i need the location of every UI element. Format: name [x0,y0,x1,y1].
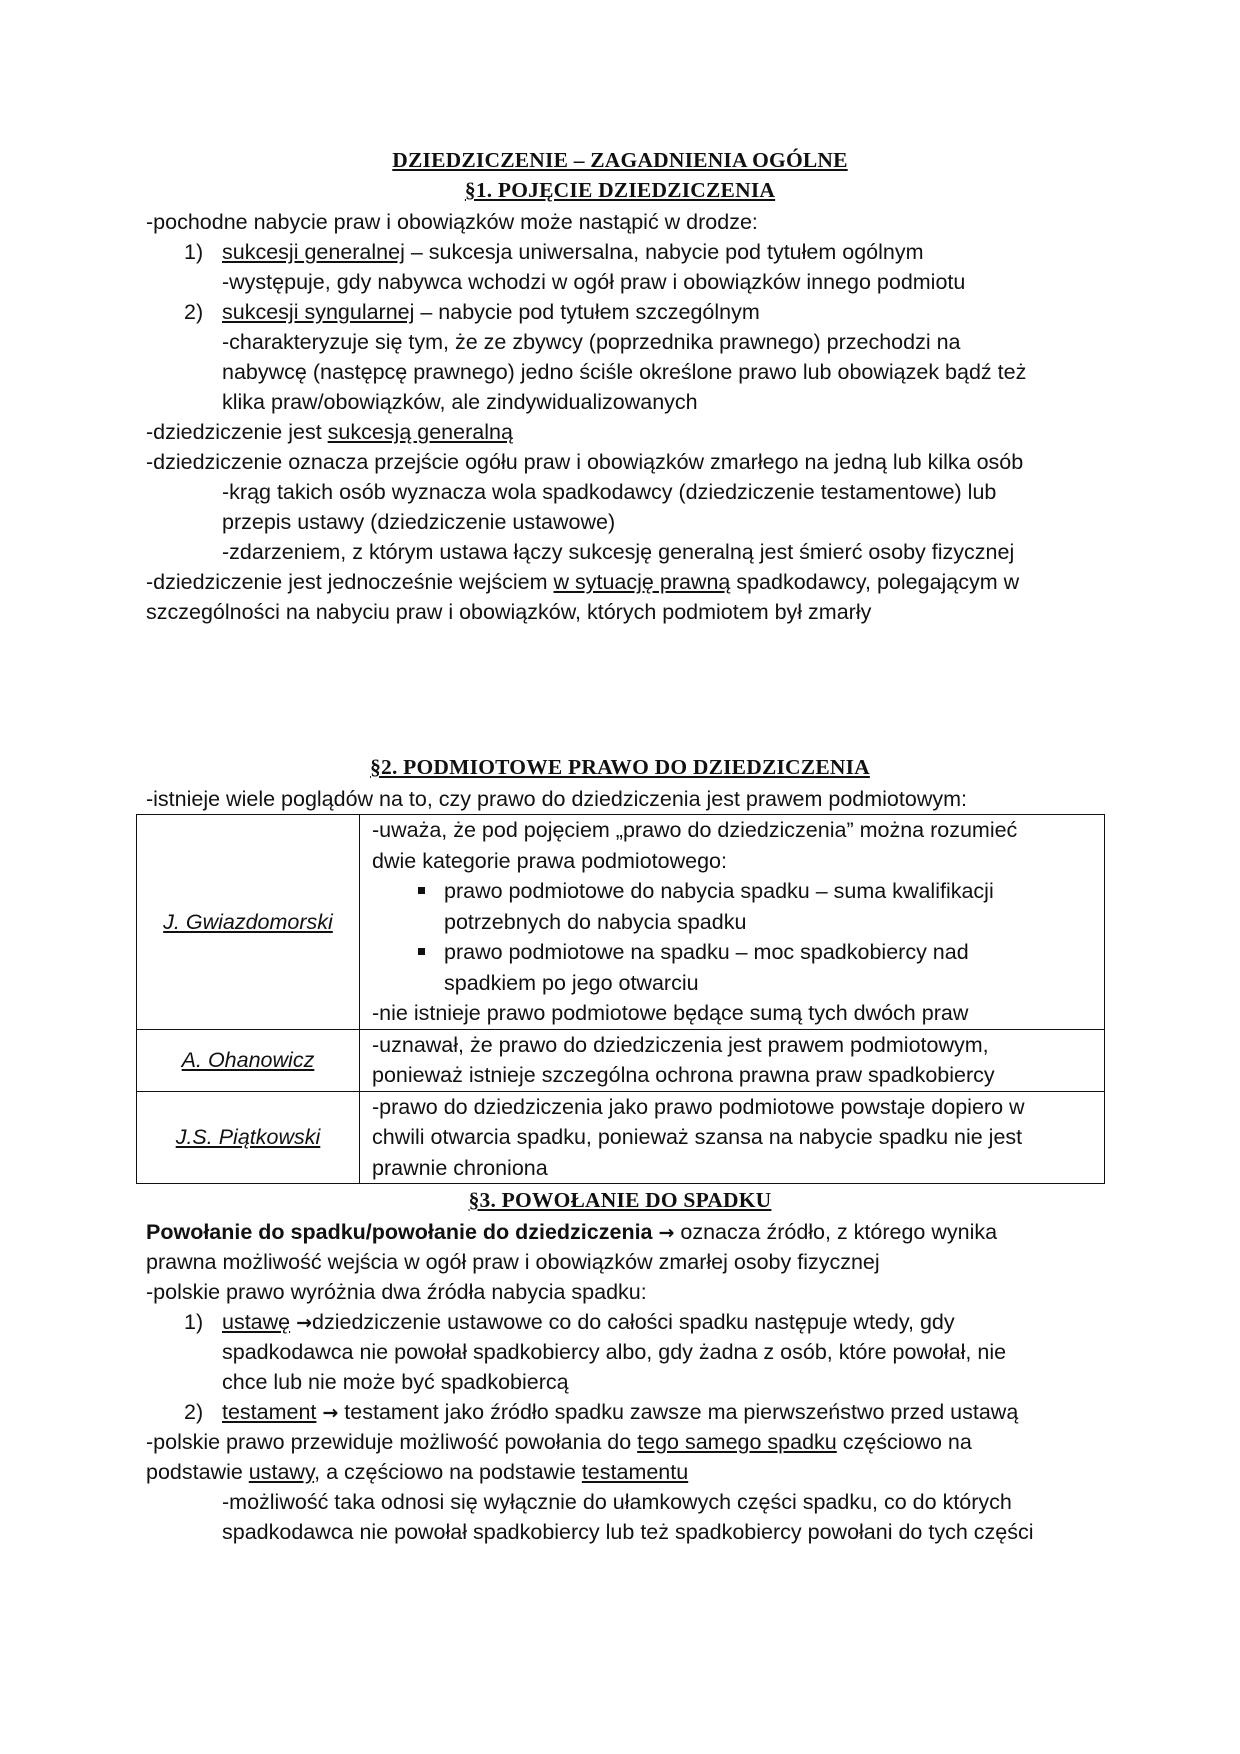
s3-line-mozliwosc-1: -możliwość taka odnosi się wyłącznie do ułamkowych części spadku, co do których [222,1490,1012,1514]
bullet-item [372,937,1104,998]
arrow-right-icon: → [296,1312,313,1334]
view-cell [360,1091,1105,1184]
term: sukcesji syngularnej [222,300,415,324]
square-bullet-icon [418,887,425,894]
text: podstawie [146,1460,249,1484]
views-table [136,814,1105,1184]
term: ustawy [248,1460,315,1484]
s1-item-2-sub-1: -charakteryzuje się tym, że ze zbywcy (poprzednika prawnego) przechodzi na [222,330,961,354]
s3-line-powolanie [146,1427,972,1457]
view-cell [360,1029,1105,1091]
s1-item-2-sub-2: nabywcę (następcę prawnego) jedno ściśle określone prawo lub obowiązek bądź też [222,360,1027,384]
view-line: -uznawał, że prawo do dziedziczenia jest prawem podmiotowym, [372,1032,989,1057]
arrow-right-icon: → [322,1402,339,1424]
s3-line-podstawa [146,1457,688,1487]
term: ustawę [222,1310,291,1334]
s1-item-2 [184,297,760,327]
s1-line-szczegolnosci: szczególności na nabyciu praw i obowiązków, których podmiotem był zmarły [146,600,872,624]
s3-item-2 [184,1397,1018,1428]
list-number: 1) [184,240,204,264]
s3-definition-2: prawna możliwość wejścia w ogół praw i obowiązków zmarłej osoby fizycznej [146,1250,880,1274]
bullet-text: potrzebnych do nabycia spadku [444,909,747,934]
term: sukcesją generalną [327,420,513,444]
s3-intro: -polskie prawo wyróżnia dwa źródła nabycia spadku: [146,1280,647,1304]
s3-item-1-line-2: spadkodawca nie powołał spadkobiercy albo, gdy żadna z osób, które powołał, nie [222,1340,1007,1364]
s1-line-krag-2: przepis ustawy (dziedziczenie ustawowe) [222,510,616,534]
view-line: dwie kategorie prawa podmiotowego: [372,848,727,873]
author-cell: J.S. Piątkowski [137,1091,360,1184]
s3-item-1-line-3: chce lub nie może być spadkobiercą [222,1370,569,1394]
s1-item-2-sub-3: klika praw/obowiązków, ale zindywidualizowanych [222,390,698,414]
text: , a częściowo na podstawie [314,1460,582,1484]
table-row [137,1029,1105,1091]
s2-intro: -istnieje wiele poglądów na to, czy prawo do dziedziczenia jest prawem podmiotowym: [146,787,967,811]
view-line: -nie istnieje prawo podmiotowe będące sumą tych dwóch praw [372,1001,969,1025]
item-text: dziedziczenie ustawowe co do całości spadku następuje wtedy, gdy [312,1310,955,1334]
table-row [137,1091,1105,1184]
author-cell: J. Gwiazdomorski [137,815,360,1030]
view-line: chwili otwarcia spadku, ponieważ szansa na nabycie spadku nie jest [372,1125,1023,1149]
section-3-title: §3. POWOŁANIE DO SPADKU [468,1188,772,1212]
list-number: 2) [184,1400,204,1424]
view-line: ponieważ istnieje szczególna ochrona prawna praw spadkobiercy [372,1063,995,1087]
item-text: – sukcesja uniwersalna, nabycie pod tytułem ogólnym [404,240,924,264]
view-line: -prawo do dziedziczenia jako prawo podmiotowe powstaje dopiero w [372,1094,1025,1119]
view-line: -uważa, że pod pojęciem „prawo do dziedziczenia” można rozumieć [372,818,1018,842]
text: częściowo na [836,1430,972,1454]
term: tego samego spadku [637,1430,837,1454]
bullet-text: prawo podmiotowe na spadku – moc spadkobiercy nad [444,940,969,964]
s3-line-mozliwosc-2: spadkodawca nie powołał spadkobiercy lub też spadkobiercy powołani do tych części [222,1520,1034,1544]
term: testament [222,1400,317,1424]
s3-definition [146,1217,997,1248]
s1-item-1-sub: -występuje, gdy nabywca wchodzi w ogół praw i obowiązków innego podmiotu [222,270,966,294]
item-text: testament jako źródło spadku zawsze ma pierwszeństwo przed ustawą [338,1400,1019,1424]
term: w sytuację prawną [553,570,731,594]
list-number: 1) [184,1310,204,1334]
item-text: – nabycie pod tytułem szczególnym [414,300,760,324]
section-2-title: §2. PODMIOTOWE PRAWO DO DZIEDZICZENIA [370,755,870,779]
square-bullet-icon [418,948,425,955]
term: testamentu [581,1460,689,1484]
s1-line-sytuacja [146,567,1019,597]
text: -dziedziczenie jest jednocześnie wejściem [146,570,554,594]
s1-line-generalna [146,417,513,447]
text: -polskie prawo przewiduje możliwość powołania do [146,1430,638,1454]
bullet-text: prawo podmiotowe do nabycia spadku – suma kwalifikacji [444,879,994,903]
text: oznacza źródło, z którego wynika [674,1220,998,1244]
list-number: 2) [184,300,204,324]
document-title: DZIEDZICZENIE – ZAGADNIENIA OGÓLNE [392,148,848,172]
bullet-text: spadkiem po jego otwarciu [444,970,699,995]
term: sukcesji generalnej [222,240,405,264]
section-1-title: §1. POJĘCIE DZIEDZICZENIA [464,178,776,202]
s1-line-krag-1: -krąg takich osób wyznacza wola spadkodawcy (dziedziczenie testamentowe) lub [222,480,997,504]
s1-item-1 [184,237,924,267]
table-row [137,815,1105,1030]
text: -dziedziczenie jest [146,420,328,444]
author-cell: A. Ohanowicz [137,1029,360,1091]
s1-line-przejscie: -dziedziczenie oznacza przejście ogółu praw i obowiązków zmarłego na jedną lub kilka osób [146,450,1024,474]
view-cell [360,815,1105,1030]
s3-item-1 [184,1307,955,1338]
text: spadkodawcy, polegającym w [730,570,1020,594]
defined-term: Powołanie do spadku/powołanie do dziedziczenia [146,1220,653,1244]
bullet-item [372,876,1104,937]
s1-line-zdarzenie: -zdarzeniem, z którym ustawa łączy sukcesję generalną jest śmierć osoby fizycznej [222,540,1015,564]
arrow-right-icon: → [658,1222,675,1244]
view-line: prawnie chroniona [372,1155,548,1180]
s1-intro: -pochodne nabycie praw i obowiązków może nastąpić w drodze: [146,210,758,234]
